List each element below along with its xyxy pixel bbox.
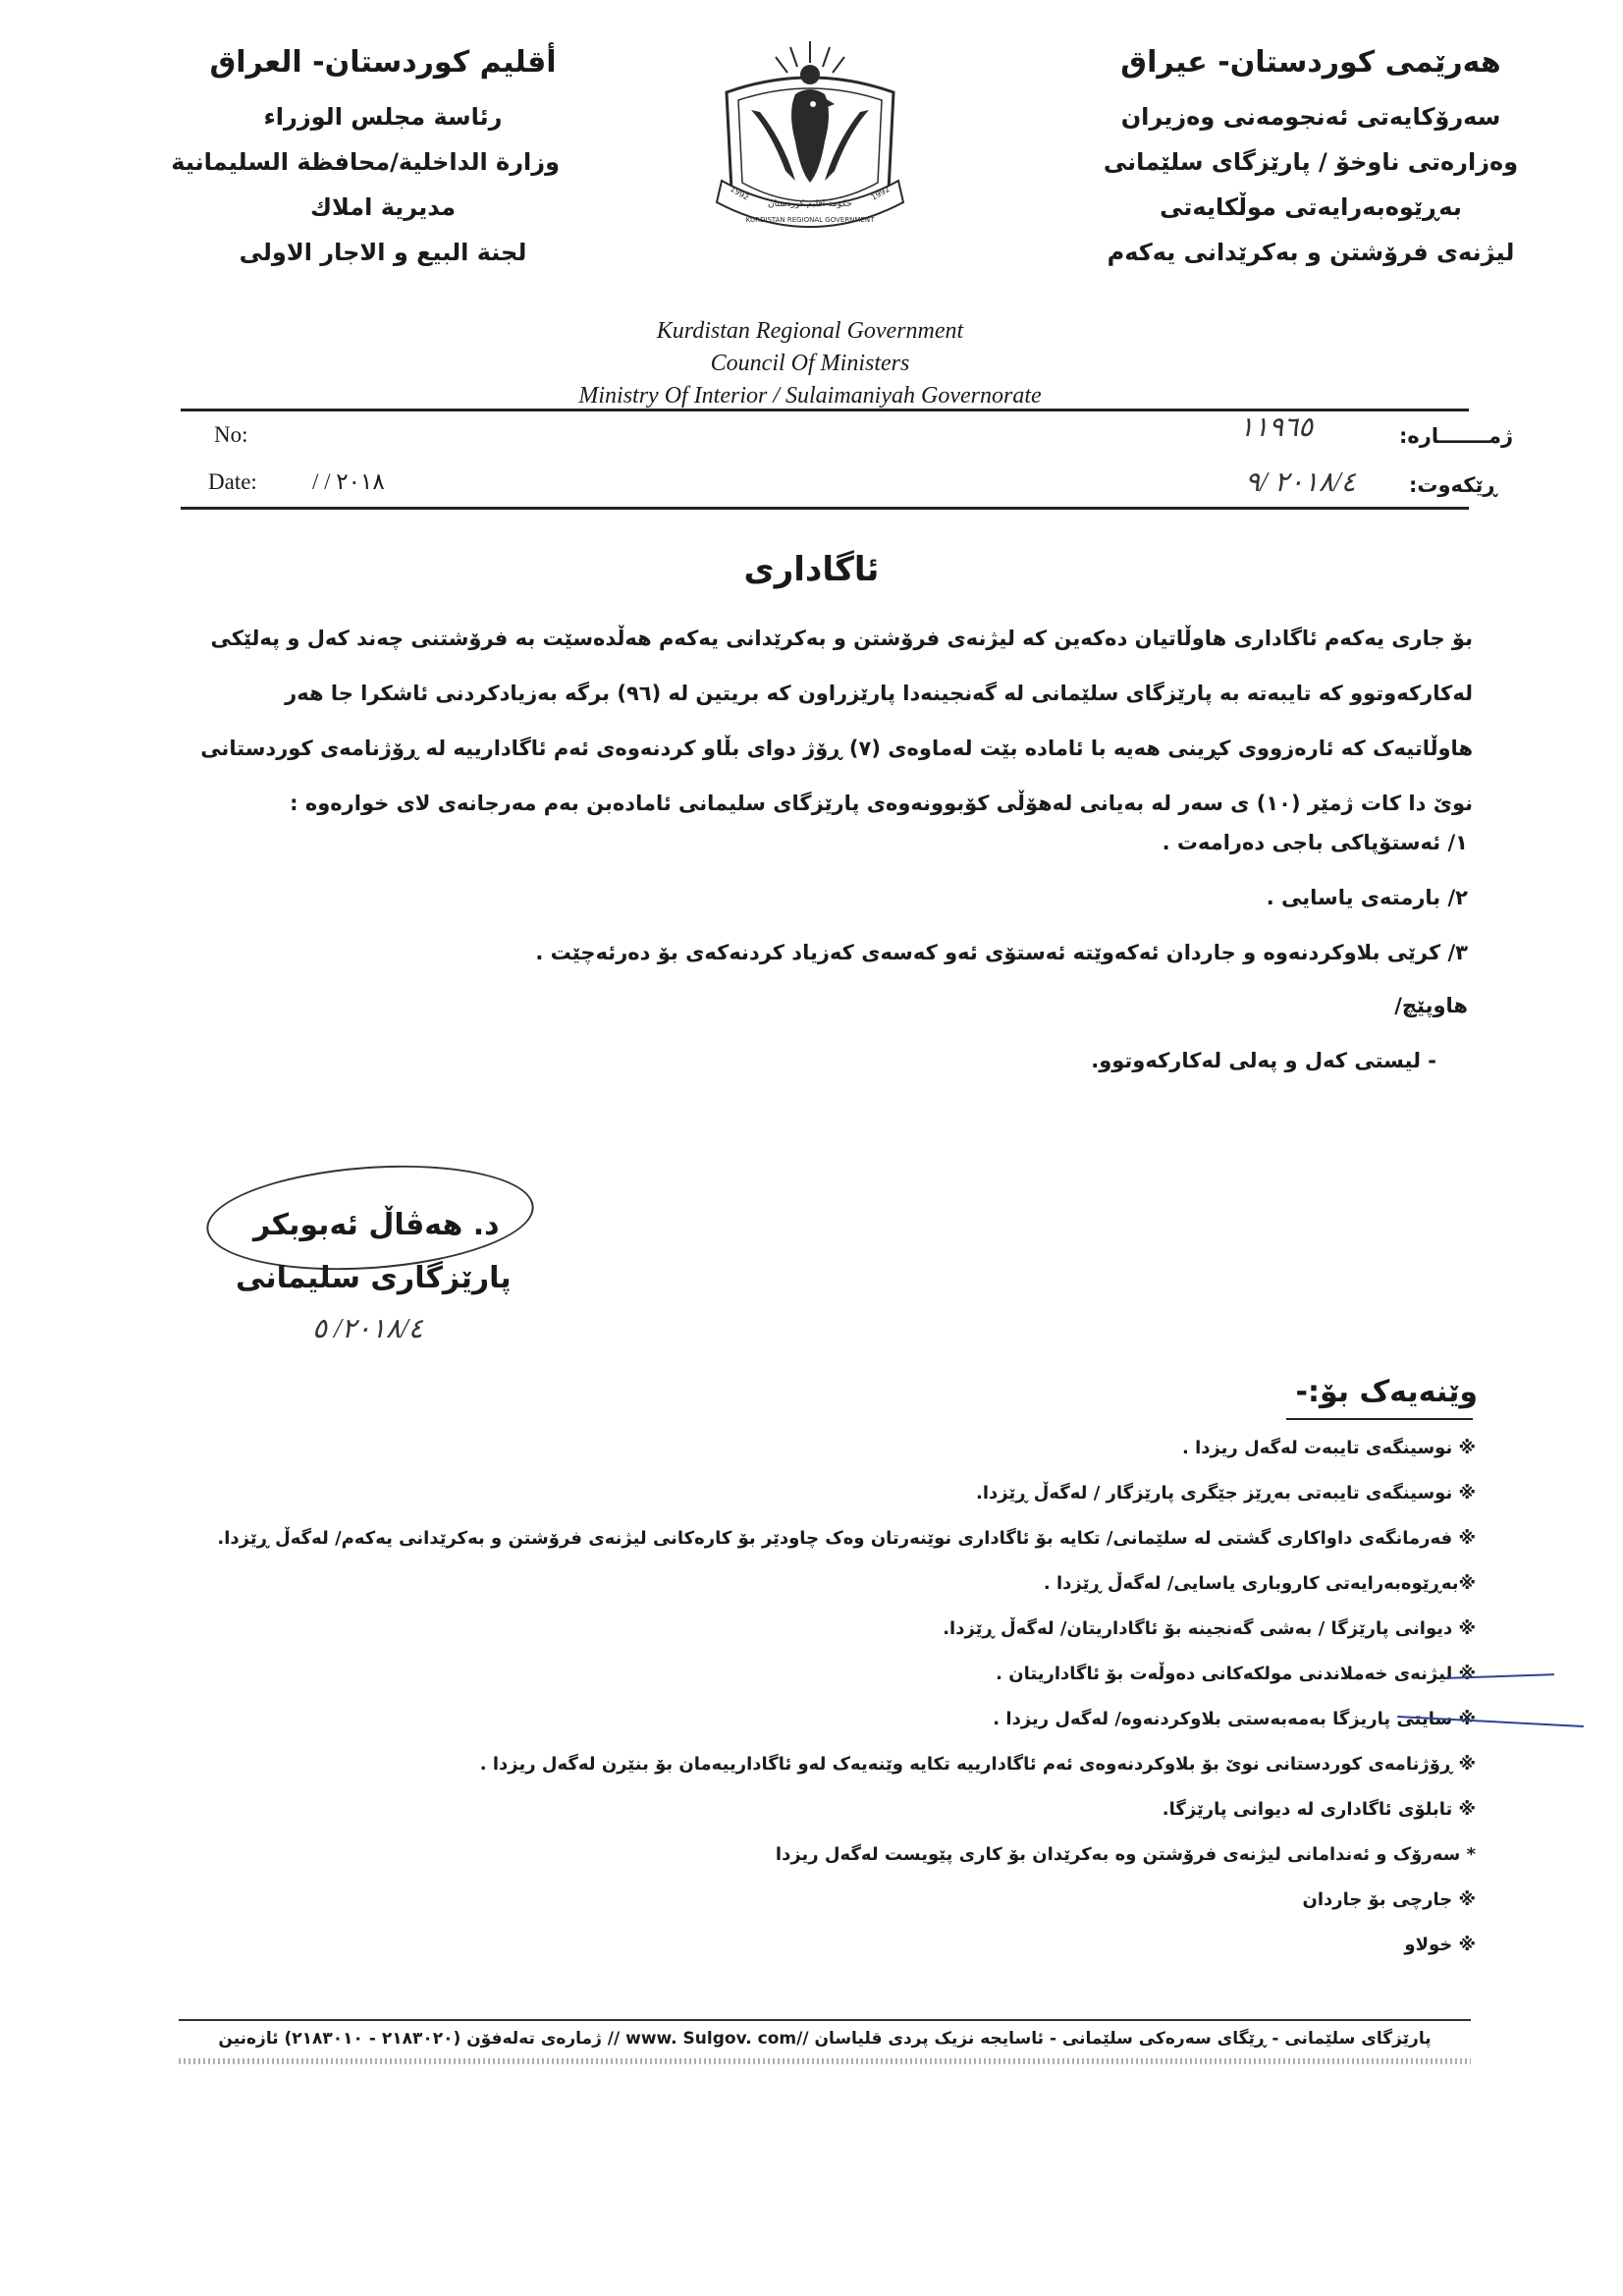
- condition-3: ٣/ کرێی بلاوکردنەوە و جاردان ئەکەوێتە ئەستۆی ئەو کەسەی کەزیاد کردنەکەی بۆ دەرئەچێت .: [535, 941, 1468, 964]
- logo-arabic-text: حكومة اقليم كوردستان: [768, 199, 852, 209]
- header-arabic-line4: لجنة البيع و الاجار الاولى: [239, 239, 527, 266]
- paragraph-line: هاوڵاتیەک کە ئارەزووی کڕینی هەیە با ئامادە بێت لەماوەی (٧) ڕۆژ دوای بڵاو کردنەوەی ئەم ئاگادارییە لە ڕۆژنامەی کوردستانی: [200, 737, 1473, 760]
- paragraph-line: لەکارکەوتوو کە تایبەتە بە پارێزگای سلێمانی لە گەنجینەدا پارێزراون کە بریتین لە (٩٦) برگە بەزیادکردنی ئاشکرا جا هەر: [285, 682, 1473, 705]
- header-arabic-title: أقليم كوردستان- العراق: [209, 45, 557, 80]
- signatory-name: د. هەڤاڵ ئەبوبکر: [253, 1208, 500, 1242]
- copy-recipient: ※ دیوانی پارێزگا / بەشی گەنجینە بۆ ئاگاداریتان/ لەگەڵ ڕێزدا.: [943, 1618, 1476, 1639]
- copy-recipient: ※ نوسینگەی تایبەت لەگەل ریزدا .: [1181, 1438, 1476, 1458]
- copy-recipient: ※ تابلۆی ئاگاداری لە دیوانی پارێزگا.: [1162, 1799, 1476, 1820]
- copies-title-underline: [1286, 1418, 1473, 1420]
- reference-number-handwritten: ١١٩٦٥: [1239, 412, 1314, 443]
- date-value: / / ٢٠١٨: [312, 469, 385, 494]
- copy-recipient: ※ خولاو: [1404, 1935, 1476, 1955]
- copy-recipient: ※ سایتی پاریزگا بەمەبەستی بلاوکردنەوە/ لەگەل ریزدا .: [993, 1709, 1476, 1729]
- copies-title: وێنەیەک بۆ:-: [1295, 1375, 1478, 1409]
- header-kurdish-title: هەرێمی کوردستان- عیراق: [1120, 45, 1501, 80]
- header-arabic-block: [171, 45, 560, 284]
- meta-divider: [181, 507, 1469, 510]
- date-handwritten: ٢٠١٨/٤ /٩: [1245, 467, 1356, 498]
- header-kurdish-line3: بەڕێوەبەرایەتی موڵکایەتی: [1160, 193, 1462, 221]
- header-arabic-line2: وزارة الداخلية/محافظة السليمانية: [171, 148, 560, 176]
- copy-recipient: ※ نوسینگەی تایبەتی بەڕێز جێگری پارێزگار / لەگەڵ ڕێزدا.: [976, 1483, 1476, 1503]
- paragraph-line: نوێ دا کات ژمێر (١٠) ی سەر لە بەیانی لەهۆڵی کۆبوونەوەی پارێزگای سلیمانی ئامادەبن بەم مەرجانەی لای خوارەوە :: [290, 792, 1473, 815]
- header-english-line1: Kurdistan Regional Government: [656, 318, 964, 344]
- copy-recipient: * سەرۆک و ئەندامانی لیژنەی فرۆشتن وە بەکرێدان بۆ کاری پێویست لەگەل ریزدا: [775, 1844, 1476, 1865]
- header-arabic-line1: رئاسة مجلس الوزراء: [263, 103, 503, 131]
- krg-emblem-logo: [677, 33, 943, 249]
- notice-title: ئاگاداری: [743, 550, 880, 589]
- header-kurdish-block: [1100, 45, 1522, 284]
- date-label-kurdish: ڕێکەوت:: [1409, 473, 1497, 497]
- attachment-item: - لیستی کەل و پەلی لەکارکەوتوو.: [1091, 1049, 1436, 1072]
- footer-address: پارێزگای سلێمانی - ڕێگای سەرەکی سلێمانی - ئاسایجە نزیک پردی قلیاسان //www. Sulgov. com // ژمارەی تەلەفۆن (٢١٨٣٠٢٠ - ٢١٨٣٠١٠) ئازەنین: [218, 2029, 1432, 2049]
- no-label-kurdish: ژمـــــــارە:: [1399, 424, 1514, 448]
- signatory-title: پارێزگاری سلیمانی: [236, 1261, 512, 1295]
- copy-recipient: ※ ڕۆژنامەی کوردستانی نوێ بۆ بلاوکردنەوەی ئەم ئاگادارییە تکایە وێنەیەک لەو ئاگادارییەمان بۆ بنێرن لەگەل ریزدا .: [479, 1754, 1476, 1775]
- notice-paragraph: [177, 611, 1473, 831]
- logo-english-text: KURDISTAN REGIONAL GOVERNMENT: [745, 216, 875, 224]
- header-kurdish-line4: لیژنەی فرۆشتن و بەکرێدانی یەکەم: [1107, 239, 1515, 266]
- copy-recipient: ※ جارچی بۆ جاردان: [1302, 1889, 1476, 1910]
- date-label: Date:: [208, 469, 257, 494]
- no-label: No:: [214, 422, 248, 447]
- header-arabic-line3: مديرية املاك: [310, 193, 456, 221]
- paragraph-line: بۆ جاری یەکەم ئاگاداری هاوڵاتیان دەکەین کە لیژنەی فرۆشتن و بەکرێدانی یەکەم هەڵدەسێت بە فرۆشتنی چەند کەل و پەلێکی: [210, 627, 1473, 650]
- copy-recipient: ※بەڕێوەبەرایەتی کاروباری یاسایی/ لەگەڵ ڕێزدا .: [1043, 1573, 1476, 1594]
- attachment-label: هاوپێچ/: [1394, 994, 1468, 1017]
- header-kurdish-line1: سەرۆکایەتی ئەنجومەنی وەزیران: [1120, 103, 1501, 131]
- copy-recipient: ※ لیژنەی خەملاندنی مولکەکانی دەوڵەت بۆ ئاگاداریتان .: [996, 1664, 1476, 1684]
- logo-year-right: 1992: [869, 184, 892, 202]
- header-kurdish-line2: وەزارەتی ناوخۆ / پارێزگای سلێمانی: [1103, 148, 1519, 176]
- header-english-line3: Ministry Of Interior / Sulaimaniyah Governorate: [578, 383, 1042, 409]
- copy-recipient: ※ فەرمانگەی داواکاری گشتی لە سلێمانی/ تکایە بۆ ئاگاداری نوێنەرتان وەک چاودێر بۆ کارەکانی لیژنەی فرۆشتن و بەکرێدانی یەکەم/ لەگەڵ ڕێزدا.: [217, 1528, 1476, 1549]
- footer-dotted-border: [179, 2058, 1471, 2064]
- footer-divider: [179, 2019, 1471, 2021]
- logo-year-left: 1992: [729, 184, 751, 202]
- signature-date-handwritten: ٢٠١٨/٤/ ٥: [312, 1314, 423, 1344]
- condition-1: ١/ ئەستۆپاکی باجی دەرامەت .: [1162, 831, 1468, 854]
- header-english-line2: Council Of Ministers: [710, 351, 910, 376]
- condition-2: ٢/ بارمتەی یاسایی .: [1266, 886, 1468, 909]
